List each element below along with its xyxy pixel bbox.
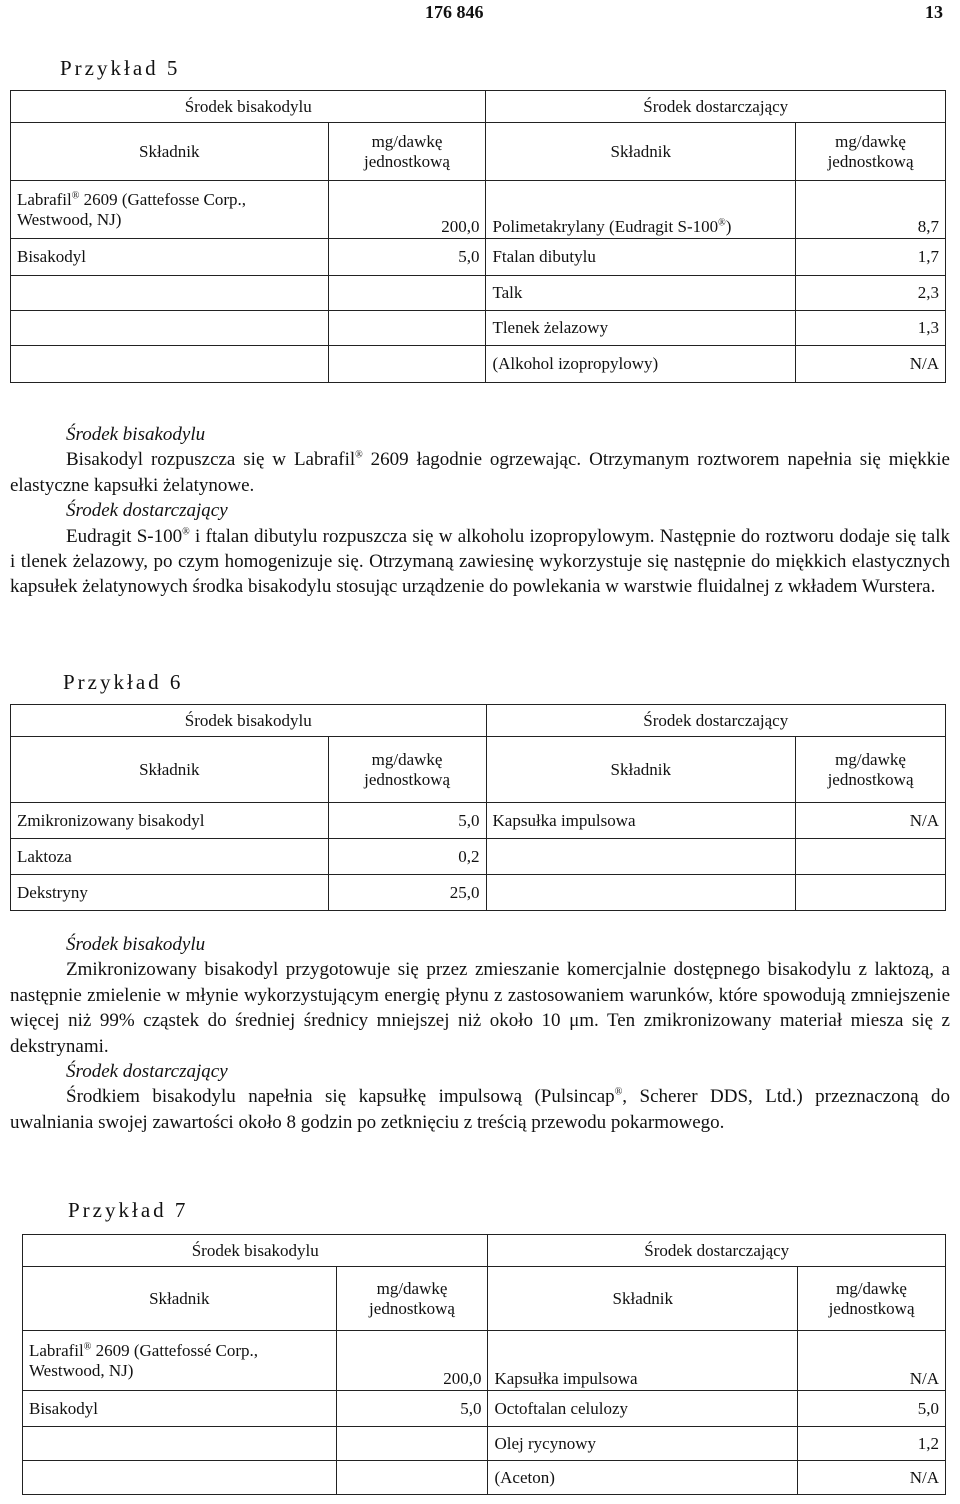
empty-cell <box>486 875 796 911</box>
dose-cell: 5,0 <box>328 803 486 839</box>
paragraph <box>10 524 950 600</box>
ingredient-name-cont: 2609 (Gattefosse Corp., <box>79 189 247 209</box>
table-column-header-row <box>23 1267 946 1331</box>
dose-cell: 25,0 <box>328 875 486 911</box>
dose-label-line2: jednostkową <box>364 769 451 789</box>
dose-cell: 5,0 <box>336 1391 488 1427</box>
ingredient-cell: Dekstryny <box>11 875 329 911</box>
example-6-description <box>10 932 950 1135</box>
empty-cell <box>11 311 329 346</box>
ingredient-cell: Bisakodyl <box>23 1391 337 1427</box>
empty-cell <box>11 346 329 383</box>
dose-label-line2: jednostkową <box>364 151 450 171</box>
column-header-ingredient: Składnik <box>11 123 329 181</box>
dose-label-line2: jednostkową <box>827 151 914 171</box>
table-row <box>11 875 946 911</box>
empty-cell <box>23 1427 337 1461</box>
dose-label-line1: mg/dawkę <box>835 131 906 151</box>
group-header-right: Środek dostarczający <box>486 91 946 123</box>
registered-mark: ® <box>182 526 190 538</box>
ingredient-cell: Tlenek żelazowy <box>486 311 796 346</box>
table-header-row <box>11 705 946 737</box>
dose-label-line1: mg/dawkę <box>371 131 443 151</box>
table-row <box>11 346 946 383</box>
dose-cell: 0,2 <box>328 839 486 875</box>
column-header-dose <box>328 123 486 181</box>
ingredient-name-end: ) <box>725 217 732 236</box>
table-column-header-row <box>11 123 946 181</box>
dose-cell: 5,0 <box>798 1391 946 1427</box>
group-header-left: Środek bisakodylu <box>11 91 486 123</box>
empty-cell <box>336 1427 488 1461</box>
ingredient-name: Polimetakrylany (Eudragit S-100 <box>492 217 719 236</box>
table-row <box>23 1461 946 1495</box>
ingredient-name-line2: Westwood, NJ) <box>17 209 122 229</box>
empty-cell <box>328 346 486 383</box>
section-heading: Środek bisakodylu <box>66 424 206 445</box>
dose-cell: 5,0 <box>328 239 486 276</box>
document-number: 176 846 <box>425 2 484 22</box>
example-6-title: Przykład 6 <box>63 670 184 694</box>
ingredient-cell: Octoftalan celulozy <box>488 1391 798 1427</box>
ingredient-cell <box>486 181 796 239</box>
column-header-ingredient: Składnik <box>23 1267 337 1331</box>
dose-cell: 1,7 <box>796 239 946 276</box>
ingredient-name-cont: 2609 (Gattefossé Corp., <box>91 1340 259 1360</box>
registered-mark: ® <box>71 189 80 201</box>
dose-label-line1: mg/dawkę <box>835 749 906 769</box>
ingredient-cell: Zmikronizowany bisakodyl <box>11 803 329 839</box>
group-header-left: Środek bisakodylu <box>11 705 487 737</box>
example-7-table <box>22 1234 946 1495</box>
dose-cell: N/A <box>798 1461 946 1495</box>
dose-cell: N/A <box>798 1331 946 1391</box>
empty-cell <box>23 1461 337 1495</box>
ingredient-cell: (Aceton) <box>488 1461 798 1495</box>
empty-cell <box>336 1461 488 1495</box>
ingredient-name-line2: Westwood, NJ) <box>29 1360 134 1380</box>
dose-label-line1: mg/dawkę <box>836 1278 907 1298</box>
table-column-header-row <box>11 737 946 803</box>
column-header-ingredient: Składnik <box>11 737 329 803</box>
registered-mark: ® <box>355 450 363 462</box>
group-header-right: Środek dostarczający <box>486 705 946 737</box>
empty-cell <box>796 839 946 875</box>
column-header-dose <box>328 737 486 803</box>
empty-cell <box>328 276 486 311</box>
group-header-right: Środek dostarczający <box>488 1235 946 1267</box>
paragraph-text: Środkiem bisakodylu napełnia się kapsułkę impulsową (Pulsincap <box>66 1086 615 1108</box>
table-row <box>11 803 946 839</box>
ingredient-cell: Ftalan dibutylu <box>486 239 796 276</box>
dose-label-line1: mg/dawkę <box>371 749 443 769</box>
example-5-description <box>10 422 950 600</box>
dose-cell: 200,0 <box>328 181 486 239</box>
dose-cell: 2,3 <box>796 276 946 311</box>
ingredient-cell: Laktoza <box>11 839 329 875</box>
paragraph-text-cont: , Scherer DDS, Ltd.) przeznaczoną do uwalniania swojej zawartości około 8 godzin po zetknięciu z treścią przewodu pokarmowego. <box>10 1086 950 1133</box>
column-header-dose <box>796 123 946 181</box>
dose-label-line2: jednostkową <box>828 1298 915 1318</box>
example-5-table <box>10 90 946 383</box>
table-row <box>11 276 946 311</box>
dose-label-line2: jednostkową <box>827 769 914 789</box>
ingredient-cell: (Alkohol izopropylowy) <box>486 346 796 383</box>
table-row <box>23 1427 946 1461</box>
empty-cell <box>11 276 329 311</box>
section-heading: Środek bisakodylu <box>66 934 206 955</box>
paragraph-text-cont: i ftalan dibutylu rozpuszcza się w alkoholu izopropylowym. Następnie do roztworu dodaje się talk i tlenek żelazowy, po czym homogenizuje się. Otrzymaną zawiesinę wykorzystuje się następnie do miękkich elastycznych kapsułek żelatynowych środka bisakodylu stosując urządzenie do powlekania w warstwie fluidalnej z wkładem Wurstera. <box>10 525 950 598</box>
paragraph <box>10 1084 950 1135</box>
column-header-ingredient: Składnik <box>486 737 796 803</box>
table-row <box>11 311 946 346</box>
dose-cell: 1,3 <box>796 311 946 346</box>
table-row <box>11 181 946 239</box>
ingredient-cell: Olej rycynowy <box>488 1427 798 1461</box>
ingredient-name: Labrafil <box>29 1340 84 1360</box>
table-header-row <box>11 91 946 123</box>
ingredient-cell: Bisakodyl <box>11 239 329 276</box>
ingredient-cell <box>11 181 329 239</box>
section-heading: Środek dostarczający <box>66 500 228 522</box>
ingredient-cell: Kapsułka impulsowa <box>486 803 796 839</box>
dose-label-line1: mg/dawkę <box>376 1278 448 1298</box>
column-header-dose <box>798 1267 946 1331</box>
dose-cell: N/A <box>796 803 946 839</box>
dose-cell: N/A <box>796 346 946 383</box>
paragraph <box>10 447 950 498</box>
table-row <box>11 239 946 276</box>
dose-cell: 200,0 <box>336 1331 488 1391</box>
ingredient-cell: Talk <box>486 276 796 311</box>
column-header-ingredient: Składnik <box>486 123 796 181</box>
dose-label-line2: jednostkową <box>369 1298 455 1318</box>
empty-cell <box>486 839 796 875</box>
paragraph-text-cont: 2609 łagodnie ogrzewając. Otrzymanym roztworem napełnia się miękkie elastyczne kapsułki żelatynowe. <box>10 449 950 496</box>
column-header-dose <box>336 1267 488 1331</box>
dose-cell: 8,7 <box>796 181 946 239</box>
example-5-title: Przykład 5 <box>60 56 181 80</box>
registered-mark: ® <box>83 1340 92 1352</box>
section-heading: Środek dostarczający <box>66 1061 228 1083</box>
registered-mark: ® <box>614 1087 623 1099</box>
empty-cell <box>796 875 946 911</box>
ingredient-cell: Kapsułka impulsowa <box>488 1331 798 1391</box>
example-7-title: Przykład 7 <box>68 1198 189 1222</box>
ingredient-cell <box>23 1331 337 1391</box>
table-row <box>11 839 946 875</box>
page-number: 13 <box>925 2 943 22</box>
paragraph: Zmikronizowany bisakodyl przygotowuje się przez zmieszanie komercjalnie dostępnego bisakodylu z laktozą, a następnie zmielenie w młynie wykorzystującym energię płynu z zastosowaniem warunków, które spowodują zmniejszenie więcej niż 99% cząstek do średniej średnicy mniejszej niż około 10 μm. Ten zmikronizowany materiał miesza się z dekstrynami. <box>10 959 950 1057</box>
table-header-row <box>23 1235 946 1267</box>
table-row <box>23 1331 946 1391</box>
column-header-ingredient: Składnik <box>488 1267 798 1331</box>
column-header-dose <box>796 737 946 803</box>
paragraph-text: Bisakodyl rozpuszcza się w Labrafil <box>66 449 356 471</box>
paragraph-text: Eudragit S-100 <box>66 525 183 547</box>
registered-mark: ® <box>718 217 726 229</box>
table-row <box>23 1391 946 1427</box>
ingredient-name: Labrafil <box>17 189 72 209</box>
group-header-left: Środek bisakodylu <box>23 1235 488 1267</box>
dose-cell: 1,2 <box>798 1427 946 1461</box>
empty-cell <box>328 311 486 346</box>
example-6-table <box>10 704 946 911</box>
